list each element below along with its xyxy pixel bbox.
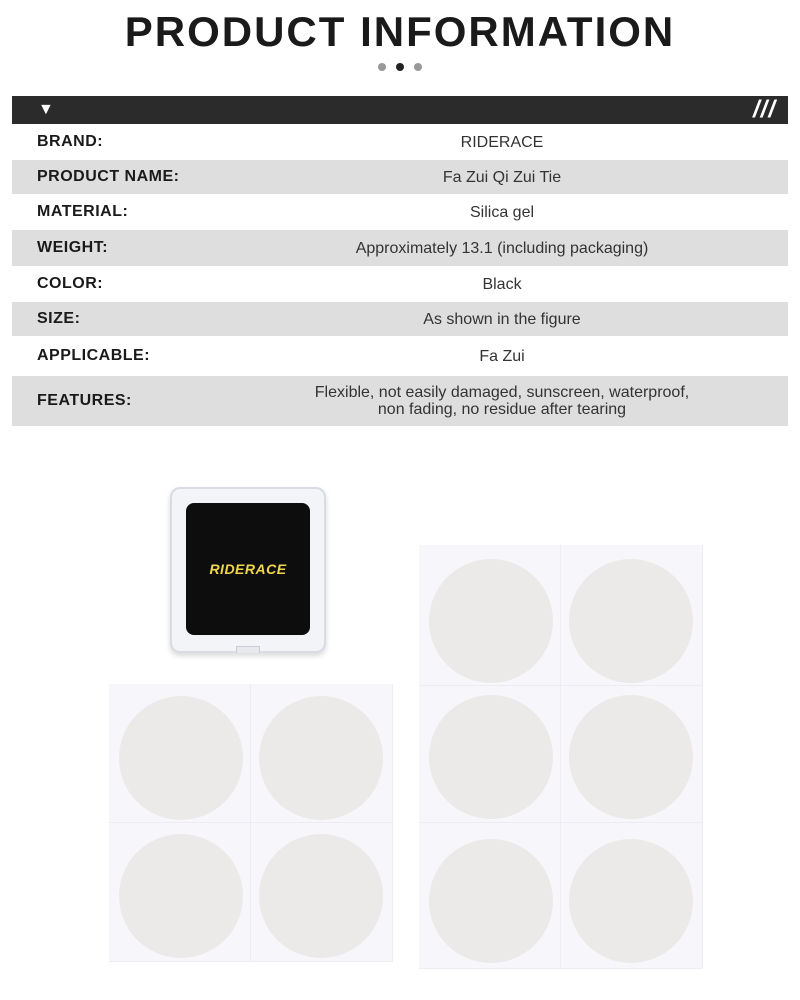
spec-label: BRAND: — [37, 133, 104, 150]
spec-label: SIZE: — [37, 310, 81, 327]
page-title: PRODUCT INFORMATION — [124, 8, 676, 55]
spec-label: PRODUCT NAME: — [37, 168, 180, 185]
carousel-dots — [0, 58, 800, 76]
carousel-dot[interactable] — [378, 63, 386, 71]
spec-row-features — [12, 376, 788, 426]
spec-value: Fa Zui Qi Zui Tie — [442, 168, 562, 186]
spec-row-color — [12, 266, 788, 302]
triangle-down-icon: ▼ — [38, 101, 54, 118]
box-tab — [236, 646, 260, 653]
spec-value: RIDERACE — [460, 133, 544, 151]
spec-row-material — [12, 194, 788, 230]
patch-circle — [429, 695, 553, 819]
patch-circle — [569, 695, 693, 819]
spec-row-brand — [12, 124, 788, 160]
spec-label: MATERIAL: — [37, 203, 129, 220]
patch-circle — [429, 839, 553, 963]
brand-logo: RIDERACE — [209, 561, 287, 577]
spec-value: Flexible, not easily damaged, sunscreen, waterproof, non fading, no residue after tearing — [314, 384, 690, 418]
slashes-decoration: /// — [752, 96, 776, 123]
product-box-image — [170, 487, 326, 653]
spec-value: Fa Zui — [479, 347, 525, 365]
box-inner — [186, 503, 310, 635]
patch-sheet-large — [419, 545, 703, 969]
spec-value: As shown in the figure — [423, 310, 581, 328]
patch-circle — [429, 559, 553, 683]
patch-circle — [119, 696, 243, 820]
spec-row-product-name — [12, 160, 788, 194]
spec-label: APPLICABLE: — [37, 347, 151, 364]
carousel-dot[interactable] — [414, 63, 422, 71]
spec-value: Approximately 13.1 (including packaging) — [355, 239, 649, 257]
spec-row-applicable — [12, 336, 788, 376]
spec-row-size — [12, 302, 788, 336]
spec-value: Black — [482, 275, 522, 293]
patch-circle — [259, 834, 383, 958]
spec-label: FEATURES: — [37, 392, 132, 409]
carousel-dot-active[interactable] — [396, 63, 404, 71]
section-bar — [12, 96, 788, 124]
spec-row-weight — [12, 230, 788, 266]
spec-table — [12, 124, 788, 426]
spec-label: COLOR: — [37, 275, 104, 292]
patch-sheet-small — [109, 684, 393, 962]
patch-circle — [569, 559, 693, 683]
spec-value: Silica gel — [469, 203, 535, 221]
patch-circle — [119, 834, 243, 958]
patch-circle — [259, 696, 383, 820]
spec-label: WEIGHT: — [37, 239, 109, 256]
patch-circle — [569, 839, 693, 963]
